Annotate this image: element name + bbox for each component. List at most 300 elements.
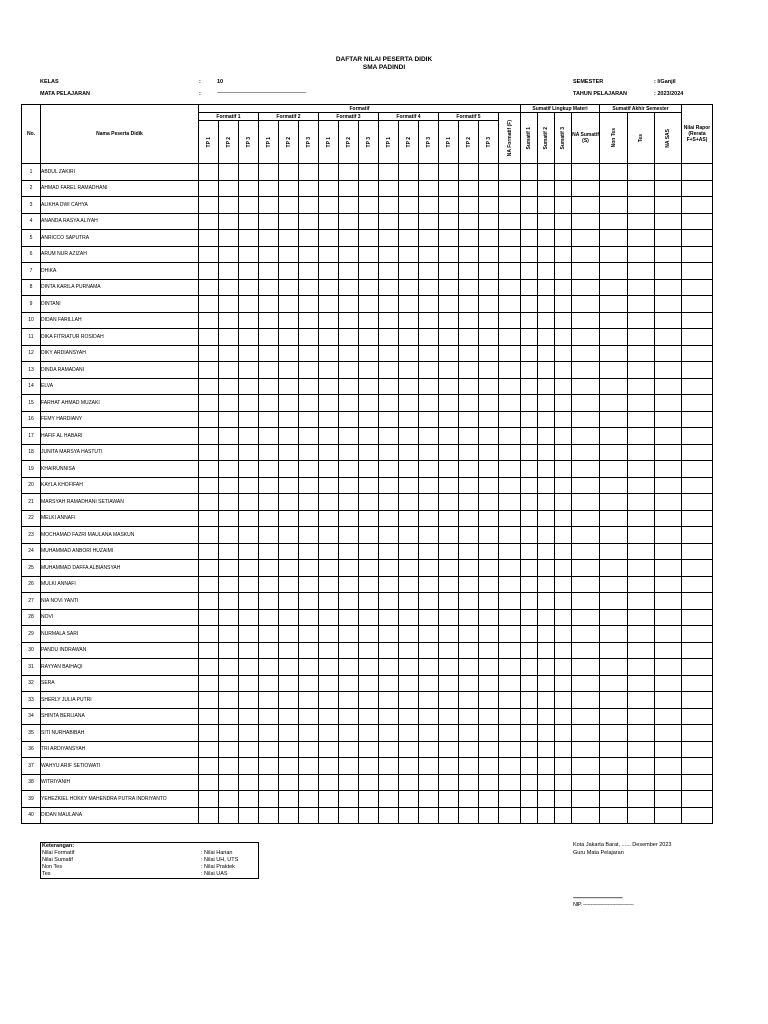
grade-cell <box>521 675 538 692</box>
grade-cell <box>219 395 239 412</box>
tp-header: TP 3 <box>239 121 259 164</box>
grade-cell <box>239 560 259 577</box>
grade-cell <box>555 543 572 560</box>
grade-cell <box>600 345 628 362</box>
grade-cell <box>399 411 419 428</box>
grade-cell <box>279 164 299 181</box>
grade-cell <box>600 675 628 692</box>
grade-cell <box>655 675 682 692</box>
grade-cell <box>259 230 279 247</box>
grade-cell <box>239 329 259 346</box>
grade-cell <box>219 659 239 676</box>
grade-cell <box>439 725 459 742</box>
grade-cell <box>239 197 259 214</box>
grade-cell <box>538 807 555 824</box>
student-name: SHERLY JULIA PUTRI <box>41 692 199 709</box>
grade-cell <box>239 312 259 329</box>
grade-cell <box>439 758 459 775</box>
grade-cell <box>572 758 600 775</box>
grade-cell <box>279 510 299 527</box>
grade-cell <box>239 362 259 379</box>
grade-cell <box>682 774 713 791</box>
grade-cell <box>339 378 359 395</box>
grade-cell <box>572 543 600 560</box>
grade-cell <box>600 543 628 560</box>
grade-cell <box>572 807 600 824</box>
grade-cell <box>219 675 239 692</box>
student-number: 35 <box>22 725 41 742</box>
grade-cell <box>339 329 359 346</box>
grade-cell <box>359 560 379 577</box>
grade-cell <box>682 362 713 379</box>
grade-cell <box>479 725 499 742</box>
grade-cell <box>279 560 299 577</box>
grade-cell <box>459 461 479 478</box>
grade-cell <box>359 774 379 791</box>
student-name: DIKY ARDIANSYAH <box>41 345 199 362</box>
grade-cell <box>655 411 682 428</box>
grade-cell <box>538 692 555 709</box>
grade-cell <box>682 378 713 395</box>
grade-cell <box>279 378 299 395</box>
grade-cell <box>572 230 600 247</box>
grade-cell <box>379 576 399 593</box>
grade-cell <box>600 461 628 478</box>
table-row <box>22 675 713 692</box>
grade-cell <box>538 164 555 181</box>
grade-cell <box>600 279 628 296</box>
grade-cell <box>419 411 439 428</box>
grade-cell <box>279 527 299 544</box>
kelas-value: 10 <box>217 79 224 85</box>
grade-cell <box>655 263 682 280</box>
grade-cell <box>479 576 499 593</box>
grade-cell <box>259 312 279 329</box>
table-row <box>22 725 713 742</box>
grade-cell <box>239 527 259 544</box>
grade-cell <box>655 246 682 263</box>
grade-cell <box>299 378 319 395</box>
grade-cell <box>655 725 682 742</box>
grade-cell <box>439 296 459 313</box>
grade-cell <box>219 626 239 643</box>
grade-cell <box>279 626 299 643</box>
grade-cell <box>479 312 499 329</box>
grade-cell <box>239 593 259 610</box>
grade-cell <box>521 263 538 280</box>
grade-cell <box>439 329 459 346</box>
grade-cell <box>279 807 299 824</box>
grade-cell <box>219 609 239 626</box>
grade-cell <box>479 560 499 577</box>
grade-cell <box>479 791 499 808</box>
grade-cell <box>219 180 239 197</box>
grade-cell <box>521 411 538 428</box>
grade-cell <box>219 345 239 362</box>
grade-cell <box>319 609 339 626</box>
grade-cell <box>479 395 499 412</box>
grade-cell <box>259 329 279 346</box>
grade-cell <box>439 411 459 428</box>
student-number: 1 <box>22 164 41 181</box>
table-row <box>22 428 713 445</box>
grade-cell <box>600 692 628 709</box>
grade-cell <box>279 741 299 758</box>
grade-cell <box>628 263 655 280</box>
grade-cell <box>459 593 479 610</box>
grade-cell <box>279 461 299 478</box>
grade-cell <box>199 345 219 362</box>
grade-cell <box>459 477 479 494</box>
grade-cell <box>219 708 239 725</box>
grade-cell <box>259 378 279 395</box>
grade-cell <box>399 213 419 230</box>
signature-nip: NIP. --------------------------------- <box>573 902 634 908</box>
grade-cell <box>521 807 538 824</box>
grade-cell <box>199 444 219 461</box>
mapel-label: MATA PELAJARAN <box>40 91 91 97</box>
student-number: 11 <box>22 329 41 346</box>
grade-cell <box>499 213 521 230</box>
student-name: ABDUL ZAKIRI <box>41 164 199 181</box>
grade-cell <box>379 741 399 758</box>
grade-cell <box>499 197 521 214</box>
grade-cell <box>219 807 239 824</box>
grade-cell <box>459 246 479 263</box>
grade-cell <box>339 312 359 329</box>
grade-cell <box>459 560 479 577</box>
grade-cell <box>219 560 239 577</box>
grade-cell <box>279 758 299 775</box>
grade-cell <box>459 527 479 544</box>
grade-cell <box>655 807 682 824</box>
grade-cell <box>628 395 655 412</box>
grade-cell <box>572 477 600 494</box>
grade-cell <box>538 279 555 296</box>
grade-cell <box>399 626 419 643</box>
grade-cell <box>628 345 655 362</box>
grade-cell <box>199 609 219 626</box>
grade-cell <box>682 675 713 692</box>
grade-cell <box>339 692 359 709</box>
tp-header: TP 1 <box>319 121 339 164</box>
student-name: DIDAN FARILLAH <box>41 312 199 329</box>
grade-cell <box>199 279 219 296</box>
grade-cell <box>538 609 555 626</box>
grade-cell <box>572 428 600 445</box>
grade-cell <box>319 791 339 808</box>
grade-cell <box>655 164 682 181</box>
grade-cell <box>239 296 259 313</box>
table-row <box>22 510 713 527</box>
grade-cell <box>499 642 521 659</box>
grade-cell <box>379 642 399 659</box>
grade-cell <box>555 395 572 412</box>
grade-cell <box>479 659 499 676</box>
grade-cell <box>538 180 555 197</box>
grade-cell <box>459 213 479 230</box>
grade-cell <box>359 477 379 494</box>
grade-cell <box>600 560 628 577</box>
grade-cell <box>628 758 655 775</box>
grade-cell <box>655 741 682 758</box>
grade-cell <box>259 692 279 709</box>
grade-cell <box>399 725 419 742</box>
grade-cell <box>479 626 499 643</box>
formatif-group-2: Formatif 2 <box>259 113 319 121</box>
grade-cell <box>572 461 600 478</box>
grade-cell <box>459 411 479 428</box>
grade-cell <box>299 444 319 461</box>
grade-cell <box>479 296 499 313</box>
grade-cell <box>419 213 439 230</box>
grade-cell <box>379 411 399 428</box>
grade-cell <box>419 312 439 329</box>
table-row <box>22 576 713 593</box>
grade-cell <box>655 543 682 560</box>
grade-cell <box>572 560 600 577</box>
grade-cell <box>339 807 359 824</box>
grade-cell <box>259 428 279 445</box>
table-row <box>22 741 713 758</box>
grade-cell <box>538 477 555 494</box>
grade-cell <box>572 362 600 379</box>
student-name: NOVI <box>41 609 199 626</box>
grade-cell <box>199 543 219 560</box>
grade-cell <box>479 543 499 560</box>
grade-cell <box>399 246 419 263</box>
grade-cell <box>319 279 339 296</box>
student-name: ANANDA RASYA ALIYAH <box>41 213 199 230</box>
grade-cell <box>239 444 259 461</box>
grade-cell <box>555 246 572 263</box>
grade-cell <box>479 378 499 395</box>
student-number: 12 <box>22 345 41 362</box>
grade-cell <box>459 807 479 824</box>
grade-cell <box>299 576 319 593</box>
table-row <box>22 263 713 280</box>
grade-cell <box>299 741 319 758</box>
grade-cell <box>439 197 459 214</box>
grade-cell <box>359 543 379 560</box>
grade-cell <box>459 395 479 412</box>
student-number: 7 <box>22 263 41 280</box>
grade-cell <box>499 593 521 610</box>
grade-cell <box>479 246 499 263</box>
grade-cell <box>682 642 713 659</box>
grade-cell <box>572 279 600 296</box>
grade-cell <box>219 164 239 181</box>
grade-cell <box>682 329 713 346</box>
grade-cell <box>199 312 219 329</box>
grade-cell <box>219 246 239 263</box>
student-number: 31 <box>22 659 41 676</box>
grade-cell <box>499 461 521 478</box>
grade-cell <box>439 510 459 527</box>
grade-cell <box>439 708 459 725</box>
student-number: 37 <box>22 758 41 775</box>
student-number: 13 <box>22 362 41 379</box>
student-name: DINTA KARILA PURNAMA <box>41 279 199 296</box>
grade-cell <box>199 774 219 791</box>
grade-cell <box>219 428 239 445</box>
table-row <box>22 609 713 626</box>
student-number: 40 <box>22 807 41 824</box>
grade-cell <box>655 279 682 296</box>
grade-cell <box>359 609 379 626</box>
grade-cell <box>339 494 359 511</box>
grade-cell <box>439 593 459 610</box>
grade-cell <box>379 477 399 494</box>
col-header-nama: Nama Peserta Didik <box>41 105 199 164</box>
student-name: FEMY HARDIANY <box>41 411 199 428</box>
grade-cell <box>572 527 600 544</box>
student-number: 6 <box>22 246 41 263</box>
grade-cell <box>459 164 479 181</box>
grade-cell <box>459 543 479 560</box>
grade-cell <box>628 675 655 692</box>
grade-cell <box>359 329 379 346</box>
grade-cell <box>600 230 628 247</box>
grade-cell <box>459 279 479 296</box>
grade-cell <box>319 543 339 560</box>
grade-cell <box>299 461 319 478</box>
grade-cell <box>555 213 572 230</box>
grade-cell <box>379 774 399 791</box>
grade-cell <box>572 791 600 808</box>
grade-cell <box>628 791 655 808</box>
grade-cell <box>439 692 459 709</box>
grade-cell <box>419 428 439 445</box>
grade-cell <box>339 560 359 577</box>
grade-cell <box>399 230 419 247</box>
grade-cell <box>600 758 628 775</box>
grade-cell <box>655 312 682 329</box>
grade-cell <box>219 543 239 560</box>
grade-cell <box>319 593 339 610</box>
grade-cell <box>199 576 219 593</box>
grade-cell <box>199 411 219 428</box>
grade-cell <box>682 510 713 527</box>
grade-cell <box>419 230 439 247</box>
grade-cell <box>555 642 572 659</box>
grade-cell <box>399 576 419 593</box>
grade-cell <box>359 692 379 709</box>
grade-cell <box>199 213 219 230</box>
grade-cell <box>399 675 419 692</box>
keterangan-value: : Nilai Praktek <box>201 864 235 870</box>
grade-cell <box>479 609 499 626</box>
grade-cell <box>459 708 479 725</box>
grade-cell <box>682 626 713 643</box>
grade-cell <box>239 246 259 263</box>
grade-cell <box>319 774 339 791</box>
mapel-separator: : <box>199 91 201 97</box>
student-name: ANRICCO SAPUTRA <box>41 230 199 247</box>
grade-cell <box>572 296 600 313</box>
grade-cell <box>555 807 572 824</box>
grade-cell <box>299 560 319 577</box>
student-name: SERA <box>41 675 199 692</box>
grade-cell <box>439 626 459 643</box>
grade-cell <box>538 741 555 758</box>
tp-header: TP 2 <box>279 121 299 164</box>
grade-cell <box>682 494 713 511</box>
grade-cell <box>259 741 279 758</box>
grade-cell <box>572 444 600 461</box>
grade-cell <box>572 197 600 214</box>
grade-cell <box>339 609 359 626</box>
grade-cell <box>600 576 628 593</box>
grade-cell <box>682 593 713 610</box>
student-number: 30 <box>22 642 41 659</box>
grade-cell <box>538 593 555 610</box>
grade-cell <box>600 246 628 263</box>
student-name: FARHAT AHMAD MUZAKI <box>41 395 199 412</box>
grade-cell <box>521 576 538 593</box>
grade-cell <box>572 395 600 412</box>
grade-cell <box>199 642 219 659</box>
grade-cell <box>555 576 572 593</box>
grade-cell <box>359 758 379 775</box>
grade-cell <box>419 807 439 824</box>
grade-cell <box>600 395 628 412</box>
grade-cell <box>339 180 359 197</box>
student-name: MULKI ANNAFI <box>41 576 199 593</box>
student-name: DIDAN MAULANA <box>41 807 199 824</box>
grade-cell <box>682 164 713 181</box>
grade-cell <box>628 428 655 445</box>
grade-cell <box>359 659 379 676</box>
grade-cell <box>655 230 682 247</box>
keterangan-label: Non Tes <box>42 864 63 870</box>
grade-cell <box>419 164 439 181</box>
grade-cell <box>279 725 299 742</box>
grade-cell <box>499 164 521 181</box>
grade-cell <box>521 494 538 511</box>
table-row <box>22 543 713 560</box>
grade-cell <box>479 345 499 362</box>
tp-header: TP 1 <box>379 121 399 164</box>
student-number: 16 <box>22 411 41 428</box>
grade-cell <box>359 461 379 478</box>
grade-cell <box>682 246 713 263</box>
grade-cell <box>479 527 499 544</box>
grade-cell <box>419 642 439 659</box>
grade-cell <box>499 708 521 725</box>
grade-cell <box>439 164 459 181</box>
student-name: KAYLA KHOFIFAH <box>41 477 199 494</box>
semester-value: : I/Ganjil <box>654 79 676 85</box>
grade-cell <box>439 642 459 659</box>
keterangan-value: : Nilai Harian <box>201 850 233 856</box>
grade-cell <box>600 312 628 329</box>
grade-cell <box>479 263 499 280</box>
grade-cell <box>479 164 499 181</box>
grade-cell <box>199 263 219 280</box>
grade-cell <box>339 246 359 263</box>
grade-cell <box>682 213 713 230</box>
grade-cell <box>538 675 555 692</box>
formatif-group-1: Formatif 1 <box>199 113 259 121</box>
col-header-formatif: Formatif <box>199 105 521 113</box>
grade-cell <box>299 263 319 280</box>
student-name: HAFIF AL HABARI <box>41 428 199 445</box>
grade-cell <box>459 510 479 527</box>
student-number: 26 <box>22 576 41 593</box>
grade-cell <box>279 428 299 445</box>
grade-cell <box>379 527 399 544</box>
